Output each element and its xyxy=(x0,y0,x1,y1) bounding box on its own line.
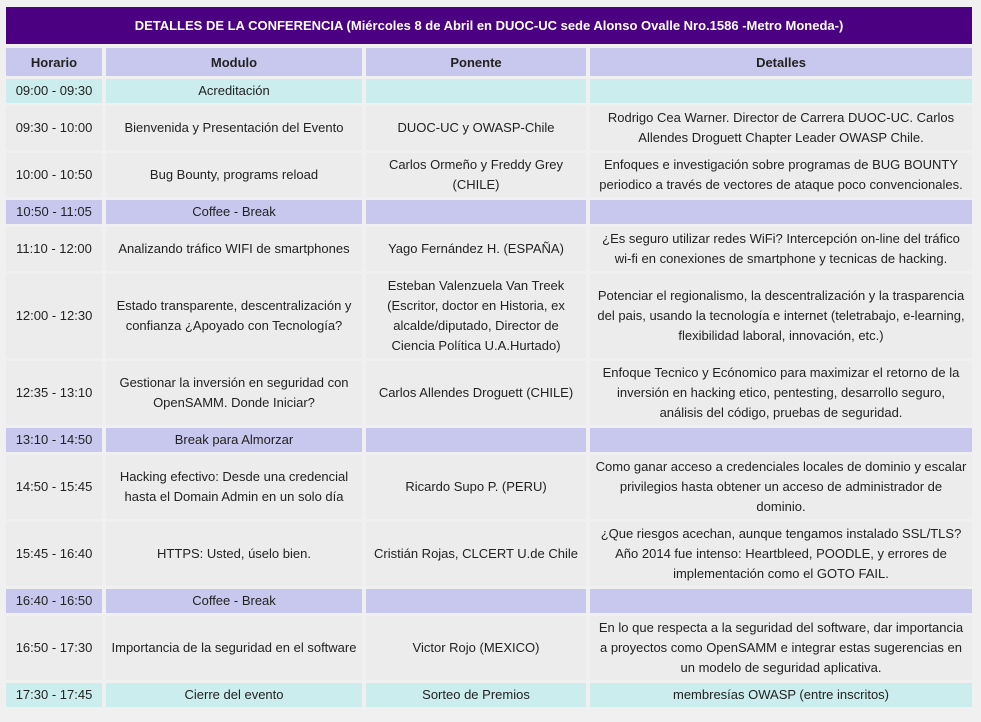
cell-time: 15:45 - 16:40 xyxy=(6,522,102,586)
cell-time: 16:50 - 17:30 xyxy=(6,616,102,680)
cell-details: Como ganar acceso a credenciales locales de dominio y escalar privilegios hasta obtener un acceso de administrador de dominio. xyxy=(590,455,972,519)
cell-speaker: Carlos Ormeño y Freddy Grey (CHILE) xyxy=(366,153,586,197)
cell-details: membresías OWASP (entre inscritos) xyxy=(590,683,972,707)
table-row xyxy=(6,455,972,519)
cell-time: 13:10 - 14:50 xyxy=(6,428,102,452)
table-row xyxy=(6,361,972,425)
cell-time: 17:30 - 17:45 xyxy=(6,683,102,707)
cell-speaker: Victor Rojo (MEXICO) xyxy=(366,616,586,680)
cell-details xyxy=(590,200,972,224)
cell-time: 12:00 - 12:30 xyxy=(6,274,102,358)
cell-speaker xyxy=(366,589,586,613)
header-horario: Horario xyxy=(6,48,102,76)
schedule-table xyxy=(2,45,976,710)
cell-details xyxy=(590,428,972,452)
header-row xyxy=(6,48,972,76)
cell-details: Enfoques e investigación sobre programas de BUG BOUNTY periodico a través de vectores de ataque poco convencionales. xyxy=(590,153,972,197)
cell-time: 14:50 - 15:45 xyxy=(6,455,102,519)
table-row xyxy=(6,274,972,358)
cell-details: Enfoque Tecnico y Ecónomico para maximizar el retorno de la inversión en hacking etico, pentesting, desarrollo seguro, análisis del código, pruebas de seguridad. xyxy=(590,361,972,425)
header-ponente: Ponente xyxy=(366,48,586,76)
cell-speaker: Yago Fernández H. (ESPAÑA) xyxy=(366,227,586,271)
table-row xyxy=(6,428,972,452)
cell-details: Potenciar el regionalismo, la descentralización y la trasparencia del pais, usando la tecnología e internet (teletrabajo, e-learning, flexibilidad laboral, innovación, etc.) xyxy=(590,274,972,358)
header-detalles: Detalles xyxy=(590,48,972,76)
table-row xyxy=(6,153,972,197)
cell-module: Bienvenida y Presentación del Evento xyxy=(106,106,362,150)
page-title: DETALLES DE LA CONFERENCIA (Miércoles 8 de Abril en DUOC-UC sede Alonso Ovalle Nro.1586 -Metro Moneda-) xyxy=(6,7,972,44)
table-row xyxy=(6,200,972,224)
cell-details xyxy=(590,589,972,613)
cell-module: Break para Almorzar xyxy=(106,428,362,452)
cell-speaker: Esteban Valenzuela Van Treek (Escritor, doctor en Historia, ex alcalde/diputado, Director de Ciencia Política U.A.Hurtado) xyxy=(366,274,586,358)
cell-module: Acreditación xyxy=(106,79,362,103)
cell-speaker xyxy=(366,428,586,452)
cell-details xyxy=(590,79,972,103)
table-row xyxy=(6,522,972,586)
cell-speaker xyxy=(366,79,586,103)
cell-time: 10:50 - 11:05 xyxy=(6,200,102,224)
cell-time: 16:40 - 16:50 xyxy=(6,589,102,613)
cell-module: HTTPS: Usted, úselo bien. xyxy=(106,522,362,586)
cell-speaker: DUOC-UC y OWASP-Chile xyxy=(366,106,586,150)
cell-module: Coffee - Break xyxy=(106,589,362,613)
cell-speaker: Carlos Allendes Droguett (CHILE) xyxy=(366,361,586,425)
cell-module: Hacking efectivo: Desde una credencial hasta el Domain Admin en un solo día xyxy=(106,455,362,519)
cell-details: Rodrigo Cea Warner. Director de Carrera DUOC-UC. Carlos Allendes Droguett Chapter Leader OWASP Chile. xyxy=(590,106,972,150)
table-row xyxy=(6,79,972,103)
cell-module: Coffee - Break xyxy=(106,200,362,224)
cell-details: En lo que respecta a la seguridad del software, dar importancia a proyectos como OpenSAMM e integrar estas sugerencias en un modelo de seguridad aplicativa. xyxy=(590,616,972,680)
cell-module: Bug Bounty, programs reload xyxy=(106,153,362,197)
cell-module: Analizando tráfico WIFI de smartphones xyxy=(106,227,362,271)
cell-speaker: Cristián Rojas, CLCERT U.de Chile xyxy=(366,522,586,586)
cell-module: Gestionar la inversión en seguridad con OpenSAMM. Donde Iniciar? xyxy=(106,361,362,425)
table-row xyxy=(6,589,972,613)
cell-time: 12:35 - 13:10 xyxy=(6,361,102,425)
cell-details: ¿Es seguro utilizar redes WiFi? Intercepción on-line del tráfico wi-fi en conexiones de smartphone y tecnicas de hacking. xyxy=(590,227,972,271)
table-row xyxy=(6,227,972,271)
cell-speaker xyxy=(366,200,586,224)
cell-module: Importancia de la seguridad en el software xyxy=(106,616,362,680)
cell-details: ¿Que riesgos acechan, aunque tengamos instalado SSL/TLS? Año 2014 fue intenso: Heartbleed, POODLE, y errores de implementación como el GOTO FAIL. xyxy=(590,522,972,586)
table-row xyxy=(6,106,972,150)
cell-speaker: Ricardo Supo P. (PERU) xyxy=(366,455,586,519)
header-modulo: Modulo xyxy=(106,48,362,76)
table-row xyxy=(6,683,972,707)
cell-time: 09:30 - 10:00 xyxy=(6,106,102,150)
conference-schedule xyxy=(6,7,972,710)
cell-time: 09:00 - 09:30 xyxy=(6,79,102,103)
table-row xyxy=(6,616,972,680)
cell-time: 11:10 - 12:00 xyxy=(6,227,102,271)
cell-module: Estado transparente, descentralización y confianza ¿Apoyado con Tecnología? xyxy=(106,274,362,358)
cell-speaker: Sorteo de Premios xyxy=(366,683,586,707)
cell-module: Cierre del evento xyxy=(106,683,362,707)
cell-time: 10:00 - 10:50 xyxy=(6,153,102,197)
